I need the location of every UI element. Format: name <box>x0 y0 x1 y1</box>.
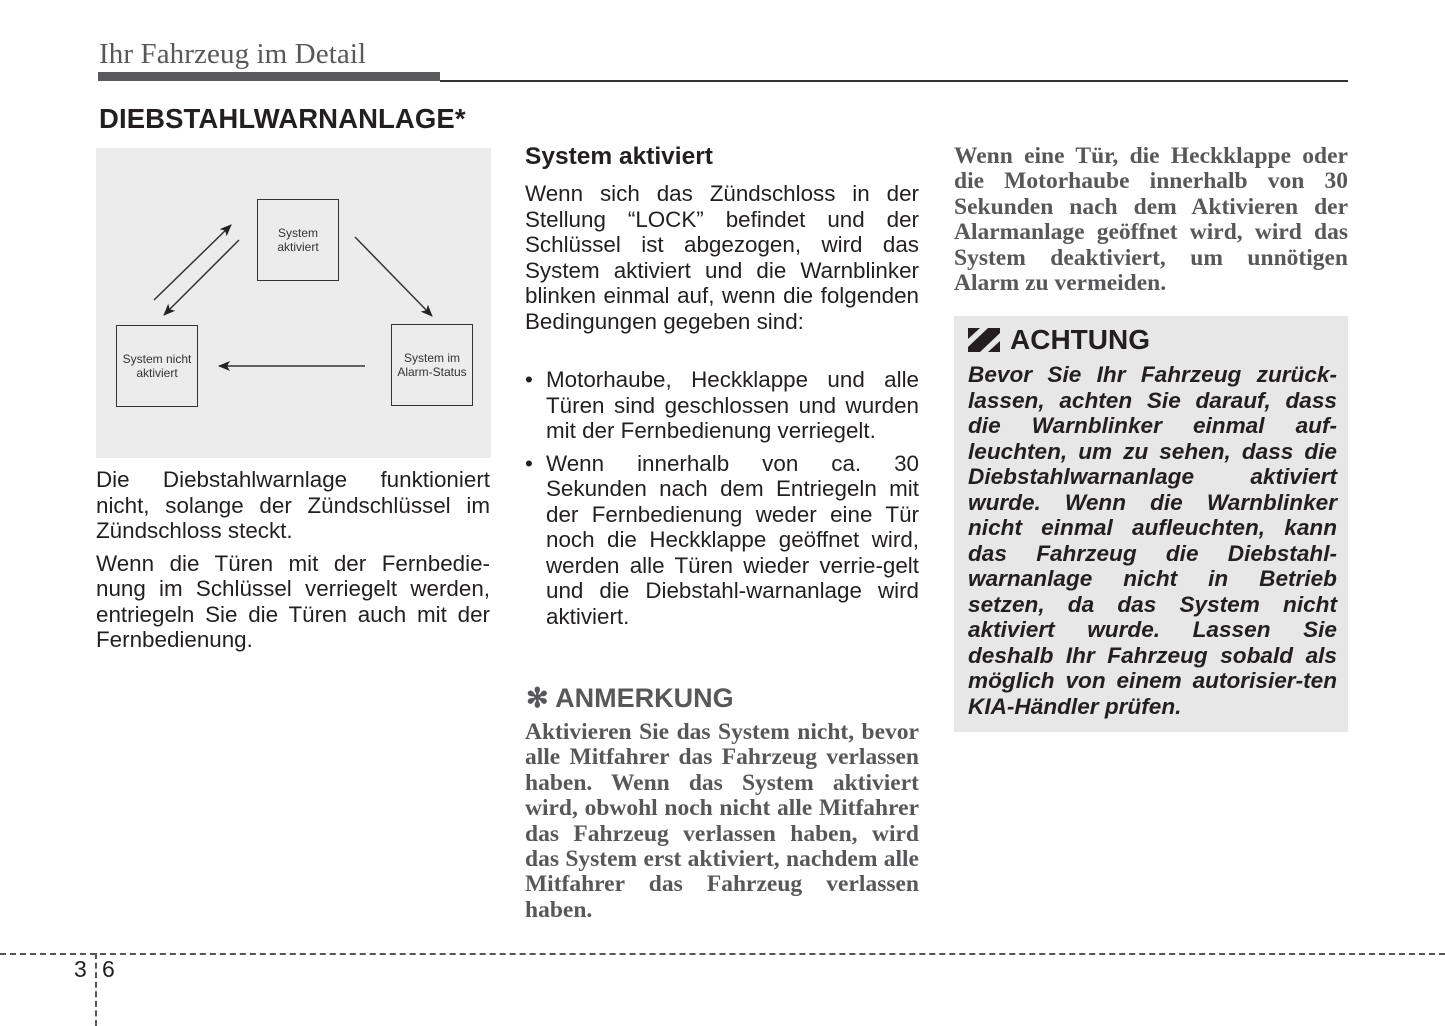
running-header: Ihr Fahrzeug im Detail <box>99 38 367 70</box>
footer-divider <box>95 953 97 1026</box>
chapter-number: 3 <box>74 956 87 982</box>
arrow-active-to-inactive <box>164 240 239 315</box>
intro-paragraph: Wenn sich das Zündschloss in der Stellung “LOCK” befindet und der Schlüssel ist abgezogen, wird das System aktiviert und die Warnblinker blinken einmal auf, wenn die folgenden Bedingungen gegeben sind: <box>525 181 919 334</box>
bullet-icon: • <box>525 367 533 392</box>
subsection-heading: System aktiviert <box>525 143 713 170</box>
section-title: DIEBSTAHLWARNANLAGE* <box>99 103 466 134</box>
asterisk-note-icon: ✻ <box>526 683 549 713</box>
warning-text: Bevor Sie Ihr Fahrzeug zurück-lassen, achten Sie darauf, dass die Warnblinker einmal auf-leuchten, um zu sehen, dass die Diebstahlwarnanlage aktiviert wurde. Wenn die Warnblinker nicht einmal aufleuchten, kann das Fahrzeug die Diebstahl-warnanlage nicht in Betrieb setzen, da das System nicht aktiviert wurde. Lassen Sie deshalb Ihr Fahrzeug sobald als möglich von einem autorisier-ten KIA-Händler prüfen. <box>968 362 1337 719</box>
page-number: 6 <box>102 956 115 982</box>
bullet-icon: • <box>525 450 533 476</box>
warning-slash-icon <box>968 328 1000 352</box>
footer-rule <box>0 953 1445 955</box>
box-system-inactive: System nicht aktiviert <box>116 325 198 407</box>
list-item: • Wenn innerhalb von ca. 30 Sekunden nach dem Entriegeln mit der Fernbedienung weder eine Tür noch die Heckklappe geöffnet wird, werden alle Türen wieder verrie-gelt und die Diebstahl-warnanlage wird aktiviert. <box>525 450 919 629</box>
paragraph: Wenn die Türen mit der Fernbedie-nung im Schlüssel verriegelt werden, entriegeln Sie die Türen auch mit der Fernbedienung. <box>96 550 490 652</box>
conditions-list <box>525 367 919 629</box>
header-bar <box>98 72 440 81</box>
box-system-active: System aktiviert <box>257 199 339 281</box>
diagram-arrows <box>96 148 491 458</box>
state-diagram <box>96 148 491 458</box>
list-item: • Motorhaube, Heckklappe und alle Türen sind geschlossen und wurden mit der Fernbedienung verriegelt. <box>525 367 919 443</box>
header-rule <box>440 80 1348 82</box>
column1-body <box>96 467 490 653</box>
arrow-inactive-to-active <box>154 225 231 300</box>
arrow-active-to-alarm <box>355 237 432 316</box>
note-heading: ✻ ANMERKUNG <box>526 683 734 713</box>
note-text: Aktivieren Sie das System nicht, bevor alle Mitfahrer das Fahrzeug verlassen haben. Wenn das System aktiviert wird, obwohl noch nicht alle Mitfahrer das Fahrzeug verlassen haben, wird das System erst aktiviert, nachdem alle Mitfahrer das Fahrzeug verlassen haben. <box>525 719 919 923</box>
paragraph: Die Diebstahlwarnlage funktioniert nicht, solange der Zündschlüssel im Zündschloss steckt. <box>96 467 490 543</box>
info-paragraph: Wenn eine Tür, die Heckklappe oder die Motorhaube innerhalb von 30 Sekunden nach dem Aktivieren der Alarmanlage geöffnet wird, wird das System deaktiviert, um unnötigen Alarm zu vermeiden. <box>954 143 1348 297</box>
box-system-alarm: System im Alarm-Status <box>391 324 473 406</box>
warning-heading: ACHTUNG <box>968 324 1150 356</box>
